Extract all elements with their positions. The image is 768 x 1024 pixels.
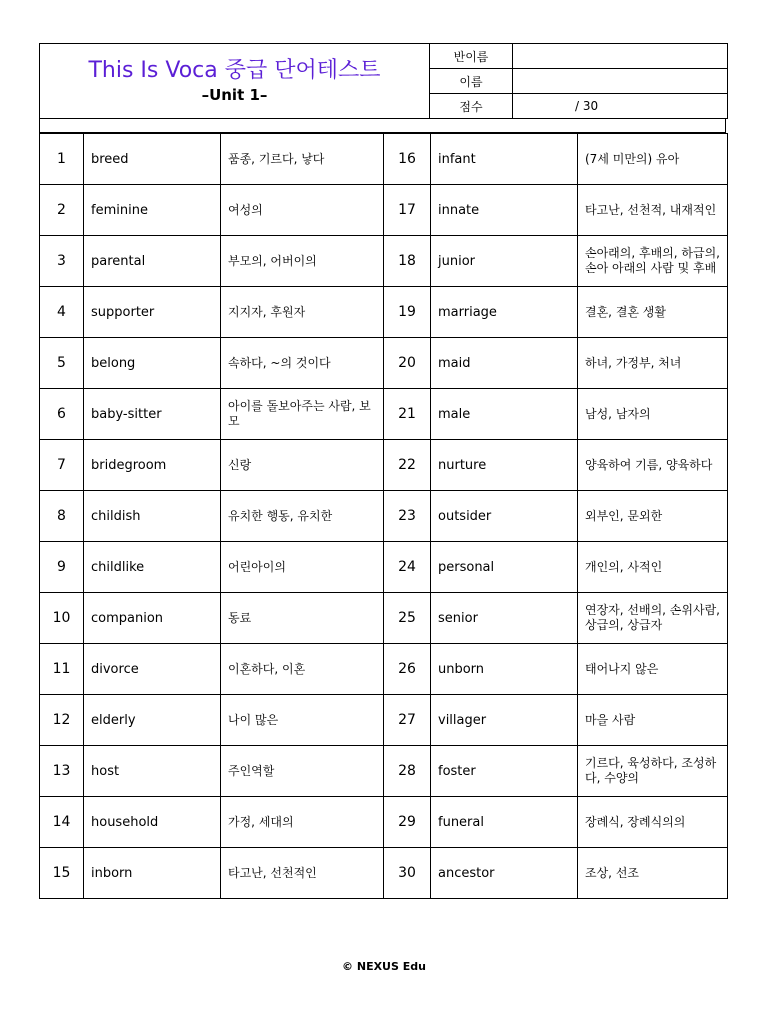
- korean-meaning: 마을 사람: [578, 695, 728, 746]
- korean-meaning: 동료: [221, 593, 384, 644]
- korean-meaning: 아이를 돌보아주는 사람, 보모: [221, 389, 384, 440]
- korean-meaning: 남성, 남자의: [578, 389, 728, 440]
- korean-meaning: 외부인, 문외한: [578, 491, 728, 542]
- english-word: ancestor: [431, 848, 578, 899]
- korean-meaning: 개인의, 사적인: [578, 542, 728, 593]
- word-number: 20: [384, 338, 431, 389]
- word-number: 23: [384, 491, 431, 542]
- english-word: feminine: [84, 185, 221, 236]
- english-word: childlike: [84, 542, 221, 593]
- student-name-label: 이름: [430, 69, 513, 94]
- korean-meaning: 양육하여 기름, 양육하다: [578, 440, 728, 491]
- table-row: [40, 134, 728, 185]
- table-row: [40, 848, 728, 899]
- korean-meaning: 손아래의, 후배의, 하급의, 손아 아래의 사람 및 후배: [578, 236, 728, 287]
- table-row: [40, 185, 728, 236]
- korean-meaning: 나이 많은: [221, 695, 384, 746]
- english-word: host: [84, 746, 221, 797]
- english-word: outsider: [431, 491, 578, 542]
- header-table: [39, 43, 728, 119]
- korean-meaning: 속하다, ~의 것이다: [221, 338, 384, 389]
- english-word: foster: [431, 746, 578, 797]
- word-number: 17: [384, 185, 431, 236]
- table-row: [40, 338, 728, 389]
- table-row: [40, 542, 728, 593]
- korean-meaning: 유치한 행동, 유치한: [221, 491, 384, 542]
- table-row: [40, 695, 728, 746]
- english-word: marriage: [431, 287, 578, 338]
- table-row: [40, 797, 728, 848]
- korean-meaning: 결혼, 결혼 생활: [578, 287, 728, 338]
- spacer-row: [39, 118, 726, 133]
- korean-meaning: 기르다, 육성하다, 조성하다, 수양의: [578, 746, 728, 797]
- english-word: divorce: [84, 644, 221, 695]
- score-field[interactable]: / 30: [513, 94, 728, 119]
- korean-meaning: 품종, 기르다, 낳다: [221, 134, 384, 185]
- korean-meaning: 어린아이의: [221, 542, 384, 593]
- word-number: 3: [40, 236, 84, 287]
- word-number: 7: [40, 440, 84, 491]
- english-word: companion: [84, 593, 221, 644]
- english-word: male: [431, 389, 578, 440]
- korean-meaning: 장례식, 장례식의의: [578, 797, 728, 848]
- word-number: 6: [40, 389, 84, 440]
- word-number: 27: [384, 695, 431, 746]
- korean-meaning: 태어나지 않은: [578, 644, 728, 695]
- korean-meaning: 하녀, 가정부, 처녀: [578, 338, 728, 389]
- english-word: bridegroom: [84, 440, 221, 491]
- korean-meaning: 지지자, 후원자: [221, 287, 384, 338]
- word-number: 29: [384, 797, 431, 848]
- page-title: This Is Voca 중급 단어테스트: [88, 58, 381, 83]
- korean-meaning: 이혼하다, 이혼: [221, 644, 384, 695]
- word-number: 8: [40, 491, 84, 542]
- english-word: senior: [431, 593, 578, 644]
- english-word: maid: [431, 338, 578, 389]
- english-word: belong: [84, 338, 221, 389]
- english-word: parental: [84, 236, 221, 287]
- word-number: 10: [40, 593, 84, 644]
- english-word: inborn: [84, 848, 221, 899]
- title-cell: [40, 44, 430, 119]
- table-row: [40, 440, 728, 491]
- word-number: 1: [40, 134, 84, 185]
- word-number: 26: [384, 644, 431, 695]
- table-row: [40, 644, 728, 695]
- english-word: junior: [431, 236, 578, 287]
- english-word: villager: [431, 695, 578, 746]
- copyright-footer: © NEXUS Edu: [342, 960, 426, 973]
- english-word: household: [84, 797, 221, 848]
- word-number: 16: [384, 134, 431, 185]
- score-label: 점수: [430, 94, 513, 119]
- korean-meaning: 주인역할: [221, 746, 384, 797]
- english-word: funeral: [431, 797, 578, 848]
- vocabulary-table: [39, 133, 728, 899]
- english-word: childish: [84, 491, 221, 542]
- word-number: 4: [40, 287, 84, 338]
- english-word: innate: [431, 185, 578, 236]
- english-word: personal: [431, 542, 578, 593]
- word-number: 12: [40, 695, 84, 746]
- student-name-field[interactable]: [513, 69, 728, 94]
- word-number: 25: [384, 593, 431, 644]
- word-number: 5: [40, 338, 84, 389]
- korean-meaning: (7세 미만의) 유아: [578, 134, 728, 185]
- korean-meaning: 부모의, 어버이의: [221, 236, 384, 287]
- table-row: [40, 746, 728, 797]
- word-number: 14: [40, 797, 84, 848]
- korean-meaning: 신랑: [221, 440, 384, 491]
- table-row: [40, 236, 728, 287]
- word-number: 30: [384, 848, 431, 899]
- word-number: 9: [40, 542, 84, 593]
- english-word: supporter: [84, 287, 221, 338]
- english-word: baby-sitter: [84, 389, 221, 440]
- table-row: [40, 593, 728, 644]
- unit-subtitle: –Unit 1–: [201, 86, 268, 104]
- english-word: breed: [84, 134, 221, 185]
- korean-meaning: 여성의: [221, 185, 384, 236]
- word-number: 21: [384, 389, 431, 440]
- word-number: 11: [40, 644, 84, 695]
- word-number: 18: [384, 236, 431, 287]
- word-number: 2: [40, 185, 84, 236]
- word-number: 24: [384, 542, 431, 593]
- class-name-field[interactable]: [513, 44, 728, 69]
- korean-meaning: 조상, 선조: [578, 848, 728, 899]
- class-name-label: 반이름: [430, 44, 513, 69]
- table-row: [40, 389, 728, 440]
- word-number: 15: [40, 848, 84, 899]
- english-word: elderly: [84, 695, 221, 746]
- korean-meaning: 가정, 세대의: [221, 797, 384, 848]
- word-number: 19: [384, 287, 431, 338]
- table-row: [40, 287, 728, 338]
- table-row: [40, 491, 728, 542]
- english-word: unborn: [431, 644, 578, 695]
- korean-meaning: 타고난, 선천적인: [221, 848, 384, 899]
- korean-meaning: 타고난, 선천적, 내재적인: [578, 185, 728, 236]
- word-number: 13: [40, 746, 84, 797]
- korean-meaning: 연장자, 선배의, 손위사람, 상급의, 상급자: [578, 593, 728, 644]
- word-number: 22: [384, 440, 431, 491]
- english-word: nurture: [431, 440, 578, 491]
- english-word: infant: [431, 134, 578, 185]
- word-number: 28: [384, 746, 431, 797]
